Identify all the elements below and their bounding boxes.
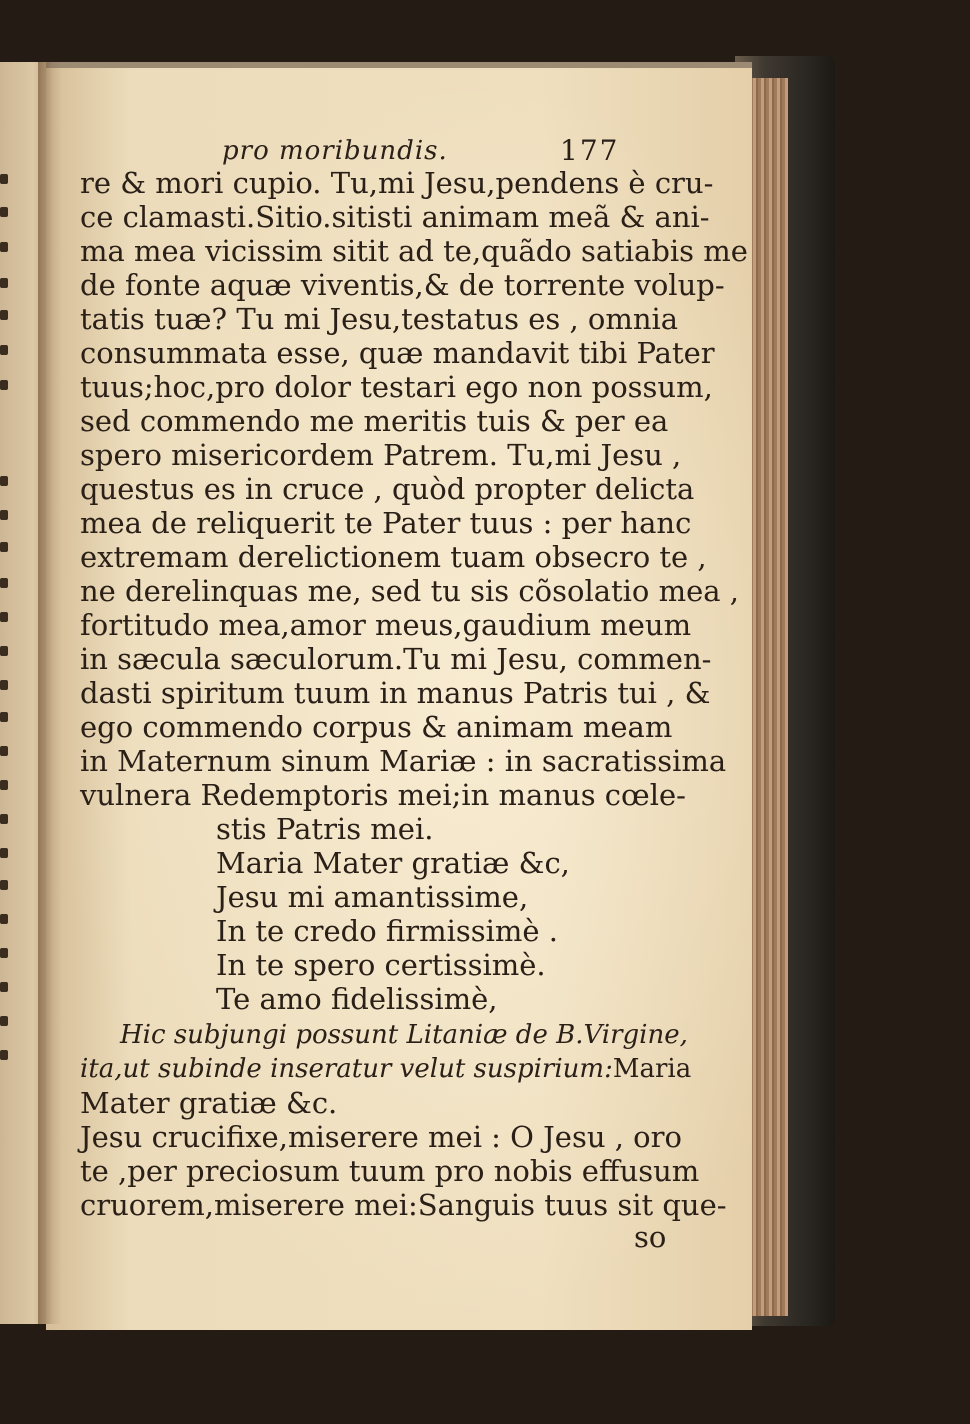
text-line: vulnera Redemptoris mei;in manus cœle- <box>80 778 686 812</box>
text-line: sed commendo me meritis tuis & per ea <box>80 404 669 438</box>
text-line: ma mea vicissim sitit ad te,quãdo satiabis me <box>80 234 748 268</box>
rubric-italic: ita,ut subinde inseratur velut suspirium: <box>80 1054 613 1084</box>
text-line: de fonte aquæ viventis,& de torrente volup- <box>80 268 725 302</box>
rubric-line: Mater gratiæ &c. <box>80 1086 338 1120</box>
text-line: ce clamasti.Sitio.sitisti animam meã & ani- <box>80 200 710 234</box>
text-line-last: stis Patris mei. <box>216 812 434 846</box>
text-line: extremam derelictionem tuam obsecro te , <box>80 540 707 574</box>
rubric-line <box>120 1018 688 1052</box>
verse-line: Jesu mi amantissime, <box>216 880 529 914</box>
right-page <box>46 62 752 1330</box>
text-line: Jesu crucifixe,miserere mei : O Jesu , oro <box>80 1120 682 1154</box>
text-line: questus es in cruce , quòd propter delicta <box>80 472 695 506</box>
verse-line: In te credo firmissimè . <box>216 914 559 948</box>
text-line: fortitudo mea,amor meus,gaudium meum <box>80 608 692 642</box>
page-number: 177 <box>560 134 620 167</box>
rubric-roman: Maria <box>612 1054 692 1084</box>
page-text <box>46 68 752 1330</box>
text-line: tuus;hoc,pro dolor testari ego non possum, <box>80 370 713 404</box>
text-line: tatis tuæ? Tu mi Jesu,testatus es , omnia <box>80 302 679 336</box>
text-line: dasti spiritum tuum in manus Patris tui , & <box>80 676 711 710</box>
text-line: cruorem,miserere mei:Sanguis tuus sit que- <box>80 1188 727 1222</box>
text-line: mea de reliquerit te Pater tuus : per hanc <box>80 506 692 540</box>
text-line: ego commendo corpus & animam meam <box>80 710 673 744</box>
running-header: pro moribundis. <box>222 136 448 166</box>
text-line: in sæcula sæculorum.Tu mi Jesu, commen- <box>80 642 712 676</box>
rubric-line <box>80 1052 692 1086</box>
text-line: ne derelinquas me, sed tu sis cõsolatio mea , <box>80 574 739 608</box>
text-line: consummata esse, quæ mandavit tibi Pater <box>80 336 715 370</box>
book-gutter <box>38 62 62 1324</box>
verse-line: In te spero certissimè. <box>216 948 546 982</box>
verse-line: Maria Mater gratiæ &c, <box>216 846 570 880</box>
catchword: so <box>634 1220 667 1254</box>
text-line: re & mori cupio. Tu,mi Jesu,pendens è cru- <box>80 166 714 200</box>
verse-line: Te amo fidelissimè, <box>216 982 498 1016</box>
text-line: spero misericordem Patrem. Tu,mi Jesu , <box>80 438 682 472</box>
rubric-italic: Hic subjungi possunt Litaniæ de B.Virgine, <box>120 1020 688 1050</box>
text-line: in Maternum sinum Mariæ : in sacratissima <box>80 744 727 778</box>
text-line: te ,per preciosum tuum pro nobis effusum <box>80 1154 700 1188</box>
